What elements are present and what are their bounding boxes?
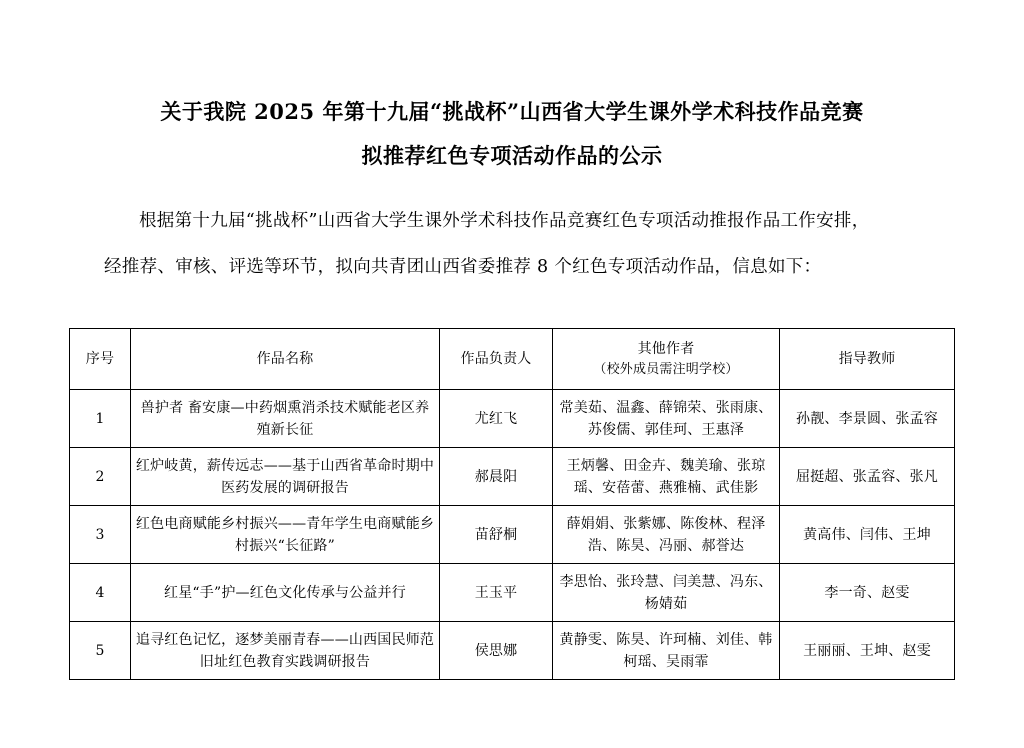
- cell-work-name: 追寻红色记忆，逐梦美丽青春——山西国民师范旧址红色教育实践调研报告: [131, 622, 440, 680]
- cell-leader: 郝晨阳: [440, 448, 553, 506]
- cell-others: 李思怡、张玲慧、闫美慧、冯东、杨婧茹: [553, 564, 780, 622]
- cell-others: 王炳馨、田金卉、魏美瑜、张琼瑶、安蓓蕾、燕雅楠、武佳影: [553, 448, 780, 506]
- page-title-line-1: 关于我院 2025 年第十九届“挑战杯”山西省大学生课外学术科技作品竞赛: [160, 99, 864, 124]
- works-table: [69, 328, 955, 680]
- page-title-line-2: 拟推荐红色专项活动作品的公示: [361, 143, 663, 168]
- table-header-row: [70, 329, 955, 390]
- cell-leader: 苗舒桐: [440, 506, 553, 564]
- cell-work-name: 红色电商赋能乡村振兴——青年学生电商赋能乡村振兴“长征路”: [131, 506, 440, 564]
- column-header-others: [553, 329, 780, 390]
- table-row: [70, 564, 955, 622]
- intro-paragraph-line-1: 根据第十九届“挑战杯”山西省大学生课外学术科技作品竞赛红色专项活动推报作品工作安排，: [139, 211, 870, 231]
- cell-leader: 尤红飞: [440, 390, 553, 448]
- cell-no: 5: [70, 622, 131, 680]
- table-row: [70, 448, 955, 506]
- column-header-teacher: 指导教师: [780, 329, 955, 390]
- cell-others: 黄静雯、陈昊、许珂楠、刘佳、韩柯瑶、吴雨霏: [553, 622, 780, 680]
- cell-others: 常美茹、温鑫、薛锦荣、张雨康、苏俊儒、郭佳珂、王惠泽: [553, 390, 780, 448]
- cell-leader: 王玉平: [440, 564, 553, 622]
- cell-teacher: 屈挺超、张孟容、张凡: [780, 448, 955, 506]
- cell-no: 1: [70, 390, 131, 448]
- cell-work-name: 红星“手”护—红色文化传承与公益并行: [131, 564, 440, 622]
- table-row: [70, 506, 955, 564]
- intro-paragraph-line-2: 经推荐、审核、评选等环节，拟向共青团山西省委推荐 8 个红色专项活动作品，信息如下：: [104, 257, 822, 277]
- cell-no: 4: [70, 564, 131, 622]
- cell-no: 2: [70, 448, 131, 506]
- cell-teacher: 孙靓、李景圆、张孟容: [780, 390, 955, 448]
- cell-leader: 侯思娜: [440, 622, 553, 680]
- column-header-others-sub: （校外成员需注明学校）: [593, 362, 739, 377]
- cell-work-name: 红炉岐黄，薪传远志——基于山西省革命时期中医药发展的调研报告: [131, 448, 440, 506]
- cell-work-name: 兽护者 畜安康—中药烟熏消杀技术赋能老区养殖新长征: [131, 390, 440, 448]
- cell-teacher: 王丽丽、王坤、赵雯: [780, 622, 955, 680]
- column-header-leader: 作品负责人: [440, 329, 553, 390]
- table-body: [70, 390, 955, 680]
- column-header-no: 序号: [70, 329, 131, 390]
- cell-no: 3: [70, 506, 131, 564]
- column-header-work-name: 作品名称: [131, 329, 440, 390]
- cell-teacher: 李一奇、赵雯: [780, 564, 955, 622]
- cell-others: 薛娟娟、张紫娜、陈俊林、程泽浩、陈昊、冯丽、郝誉达: [553, 506, 780, 564]
- table-row: [70, 390, 955, 448]
- table-header: [70, 329, 955, 390]
- cell-teacher: 黄高伟、闫伟、王坤: [780, 506, 955, 564]
- column-header-others-main: 其他作者: [637, 341, 695, 357]
- table-row: [70, 622, 955, 680]
